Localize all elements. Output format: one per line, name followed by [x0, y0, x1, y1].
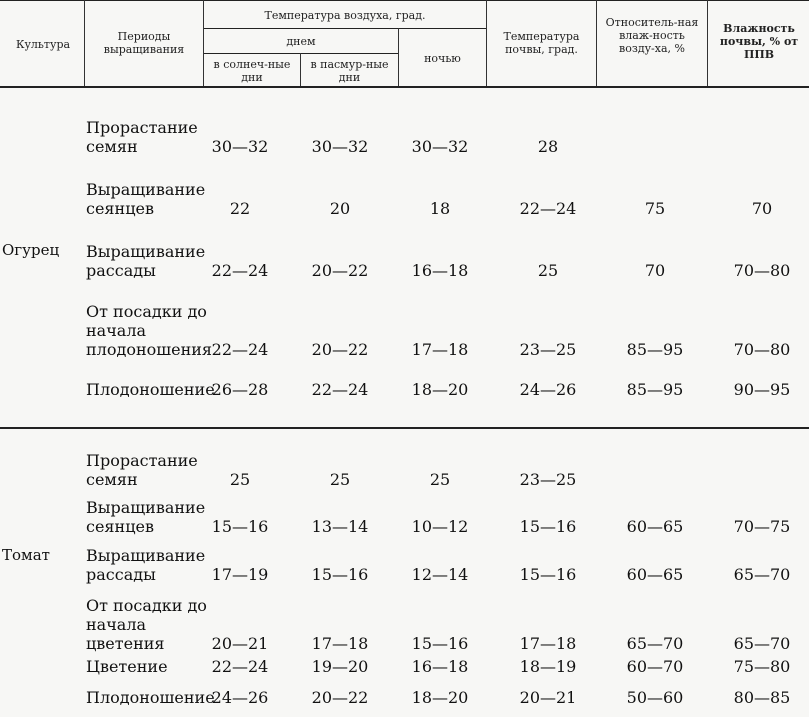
cell-air-h: 50—60 — [626, 688, 684, 707]
header-divider — [596, 0, 597, 86]
cell-soil-h: 70—75 — [733, 517, 791, 536]
cell-air-h: 60—65 — [626, 565, 684, 584]
cell-sunny: 22—24 — [211, 657, 269, 676]
header-day: днем — [286, 35, 316, 48]
cell-soil: 18—19 — [519, 657, 577, 676]
header-rel-humidity: Относитель-ная влаж-ность возду-ха, % — [605, 16, 699, 55]
cell-night: 25 — [429, 470, 451, 489]
cell-soil-h: 70—80 — [733, 340, 791, 359]
cell-air-h: 60—65 — [626, 517, 684, 536]
cell-cloudy: 30—32 — [311, 137, 369, 156]
cell-soil: 28 — [537, 137, 559, 156]
cell-sunny: 30—32 — [211, 137, 269, 156]
cell-soil: 25 — [537, 261, 559, 280]
cell-cloudy: 25 — [329, 470, 351, 489]
cell-soil: 23—25 — [519, 340, 577, 359]
cell-night: 18 — [429, 199, 451, 218]
cell-night: 16—18 — [411, 657, 469, 676]
cell-soil: 17—18 — [519, 634, 577, 653]
cell-soil-h: 80—85 — [733, 688, 791, 707]
cell-soil: 23—25 — [519, 470, 577, 489]
cell-soil: 22—24 — [519, 199, 577, 218]
period-label: Плодоношение — [86, 688, 215, 707]
header-crop: Культура — [15, 38, 71, 51]
crop-cucumber: Огурец — [2, 241, 60, 259]
cell-soil-h: 90—95 — [733, 380, 791, 399]
header-divider — [84, 0, 85, 86]
cell-cloudy: 20 — [329, 199, 351, 218]
header-period: Периоды выращивания — [103, 30, 185, 56]
cell-sunny: 22—24 — [211, 261, 269, 280]
cell-sunny: 17—19 — [211, 565, 269, 584]
cell-soil-h: 65—70 — [733, 634, 791, 653]
cell-air-h: 85—95 — [626, 380, 684, 399]
cell-sunny: 25 — [229, 470, 251, 489]
cell-sunny: 20—21 — [211, 634, 269, 653]
cell-night: 16—18 — [411, 261, 469, 280]
cell-cloudy: 22—24 — [311, 380, 369, 399]
period-label: Прорастание семян — [86, 118, 198, 156]
cell-night: 17—18 — [411, 340, 469, 359]
cell-soil: 20—21 — [519, 688, 577, 707]
cell-soil: 15—16 — [519, 517, 577, 536]
period-label: Цветение — [86, 657, 168, 676]
cell-cloudy: 20—22 — [311, 340, 369, 359]
header-divider — [203, 0, 204, 86]
cell-soil-h: 70—80 — [733, 261, 791, 280]
header-air-temp: Температура воздуха, град. — [264, 9, 426, 22]
period-label: Выращивание рассады — [86, 546, 206, 584]
header-divider — [398, 28, 399, 86]
header-top-rule — [0, 0, 809, 1]
cell-air-h: 85—95 — [626, 340, 684, 359]
period-label: От посадки до начала цветения — [86, 596, 207, 653]
cell-night: 18—20 — [411, 688, 469, 707]
cell-night: 18—20 — [411, 380, 469, 399]
cell-sunny: 22—24 — [211, 340, 269, 359]
header-soil-humidity: Влажность почвы, % от ППВ — [719, 22, 799, 61]
cell-air-h: 75 — [644, 199, 666, 218]
period-label: От посадки до начала плодоношения — [86, 302, 213, 359]
cell-night: 10—12 — [411, 517, 469, 536]
cell-cloudy: 20—22 — [311, 688, 369, 707]
cell-soil: 24—26 — [519, 380, 577, 399]
header-divider — [707, 0, 708, 86]
cell-air-h: 65—70 — [626, 634, 684, 653]
section-divider — [0, 427, 809, 429]
cell-cloudy: 19—20 — [311, 657, 369, 676]
period-label: Выращивание сеянцев — [86, 498, 206, 536]
period-label: Выращивание сеянцев — [86, 180, 206, 218]
cell-air-h: 70 — [644, 261, 666, 280]
cell-soil-h: 70 — [751, 199, 773, 218]
header-bottom-rule — [0, 86, 809, 88]
header-sunny: в солнеч-ные дни — [213, 58, 291, 84]
cell-sunny: 22 — [229, 199, 251, 218]
cell-cloudy: 17—18 — [311, 634, 369, 653]
period-label: Прорастание семян — [86, 451, 198, 489]
crop-tomato: Томат — [2, 546, 50, 564]
cell-soil-h: 65—70 — [733, 565, 791, 584]
cell-soil-h: 75—80 — [733, 657, 791, 676]
cell-night: 30—32 — [411, 137, 469, 156]
header-cloudy: в пасмур-ные дни — [310, 58, 389, 84]
cell-sunny: 24—26 — [211, 688, 269, 707]
cell-air-h: 60—70 — [626, 657, 684, 676]
cell-sunny: 26—28 — [211, 380, 269, 399]
cell-soil: 15—16 — [519, 565, 577, 584]
cell-night: 15—16 — [411, 634, 469, 653]
period-label: Выращивание рассады — [86, 242, 206, 280]
cell-cloudy: 13—14 — [311, 517, 369, 536]
air-temp-underline — [203, 28, 486, 29]
header-divider — [300, 53, 301, 86]
header-soil-temp: Температура почвы, град. — [503, 30, 580, 56]
cell-cloudy: 15—16 — [311, 565, 369, 584]
cell-night: 12—14 — [411, 565, 469, 584]
header-night: ночью — [424, 52, 461, 65]
period-label: Плодоношение — [86, 380, 215, 399]
cell-cloudy: 20—22 — [311, 261, 369, 280]
header-divider — [486, 0, 487, 86]
cell-sunny: 15—16 — [211, 517, 269, 536]
